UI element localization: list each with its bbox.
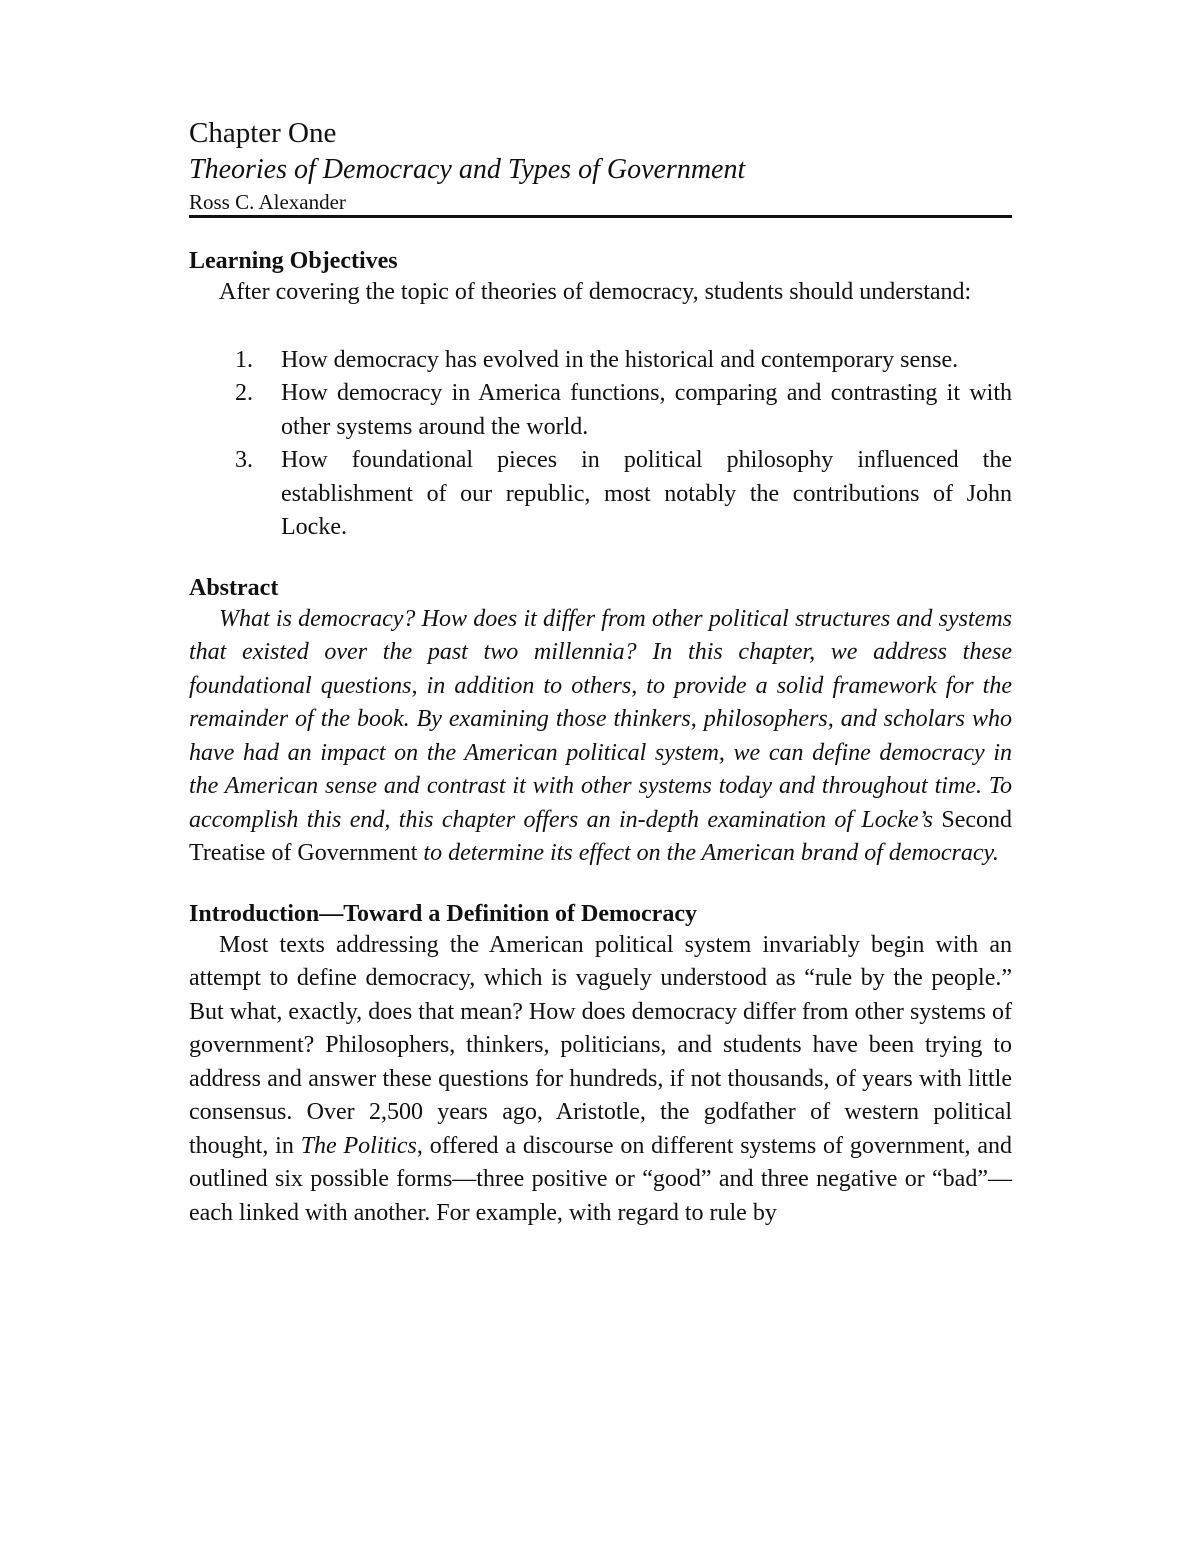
abstract-work-title: Second Treatise of Government — [189, 806, 1012, 866]
objective-item — [189, 444, 1012, 545]
introduction-work-title: The Politics — [300, 1132, 417, 1159]
objectives-list — [189, 344, 1012, 545]
objective-text: How democracy in America functions, comparing and contrasting it with other systems around the world. — [281, 380, 1012, 440]
author-line — [189, 189, 1012, 218]
objective-number: 3. — [235, 447, 253, 473]
introduction-text-before: Most texts addressing the American political system invariably begin with an attempt to define democracy, which is vaguely understood as “rule by the people.” But what, exactly, does that mean? How does democracy differ from other systems of government? Philosophers, thinkers, politicians, and students have been trying to address and answer these questions for hundreds, if not thousands, of years with little consensus. Over 2,500 years ago, Aristotle, the godfather of western political thought, in — [189, 931, 1012, 1159]
introduction-text-after: , offered a discourse on different systems of government, and outlined six possible forms—three positive or “good” and three negative or “bad”—each linked with another. For example, with regard to rule by — [189, 1132, 1012, 1226]
objective-number: 1. — [235, 346, 253, 373]
chapter-label: Chapter One — [189, 117, 337, 149]
learning-objectives-intro: After covering the topic of theories of democracy, students should understand: — [219, 279, 972, 305]
objective-text: How foundational pieces in political philosophy influenced the establishment of our republic, most notably the contributions of John Locke. — [281, 447, 1012, 540]
objective-item — [189, 377, 1012, 444]
objective-text: How democracy has evolved in the historical and contemporary sense. — [281, 346, 959, 373]
introduction-paragraph — [189, 929, 1012, 1231]
document-page — [189, 115, 1012, 1230]
author-name: Ross C. Alexander — [189, 190, 346, 214]
abstract-text-after: to determine its effect on the American brand of democracy. — [417, 840, 999, 866]
objective-item — [189, 344, 1012, 378]
learning-objectives-heading: Learning Objectives — [189, 248, 398, 274]
abstract-paragraph — [189, 603, 1012, 871]
abstract-text-before: What is democracy? How does it differ from other political structures and systems that existed over the past two millennia? In this chapter, we address these foundational questions, in addition to others, to provide a solid framework for the remainder of the book. By examining those thinkers, philosophers, and scholars who have had an impact on the American political system, we can define democracy in the American sense and contrast it with other systems today and throughout time. To accomplish this end, this chapter offers an in-depth examination of Locke’s — [189, 605, 1012, 833]
abstract-heading: Abstract — [189, 574, 279, 601]
objective-number: 2. — [235, 380, 253, 406]
introduction-heading: Introduction—Toward a Definition of Democracy — [189, 900, 697, 927]
chapter-title: Theories of Democracy and Types of Government — [189, 154, 746, 185]
